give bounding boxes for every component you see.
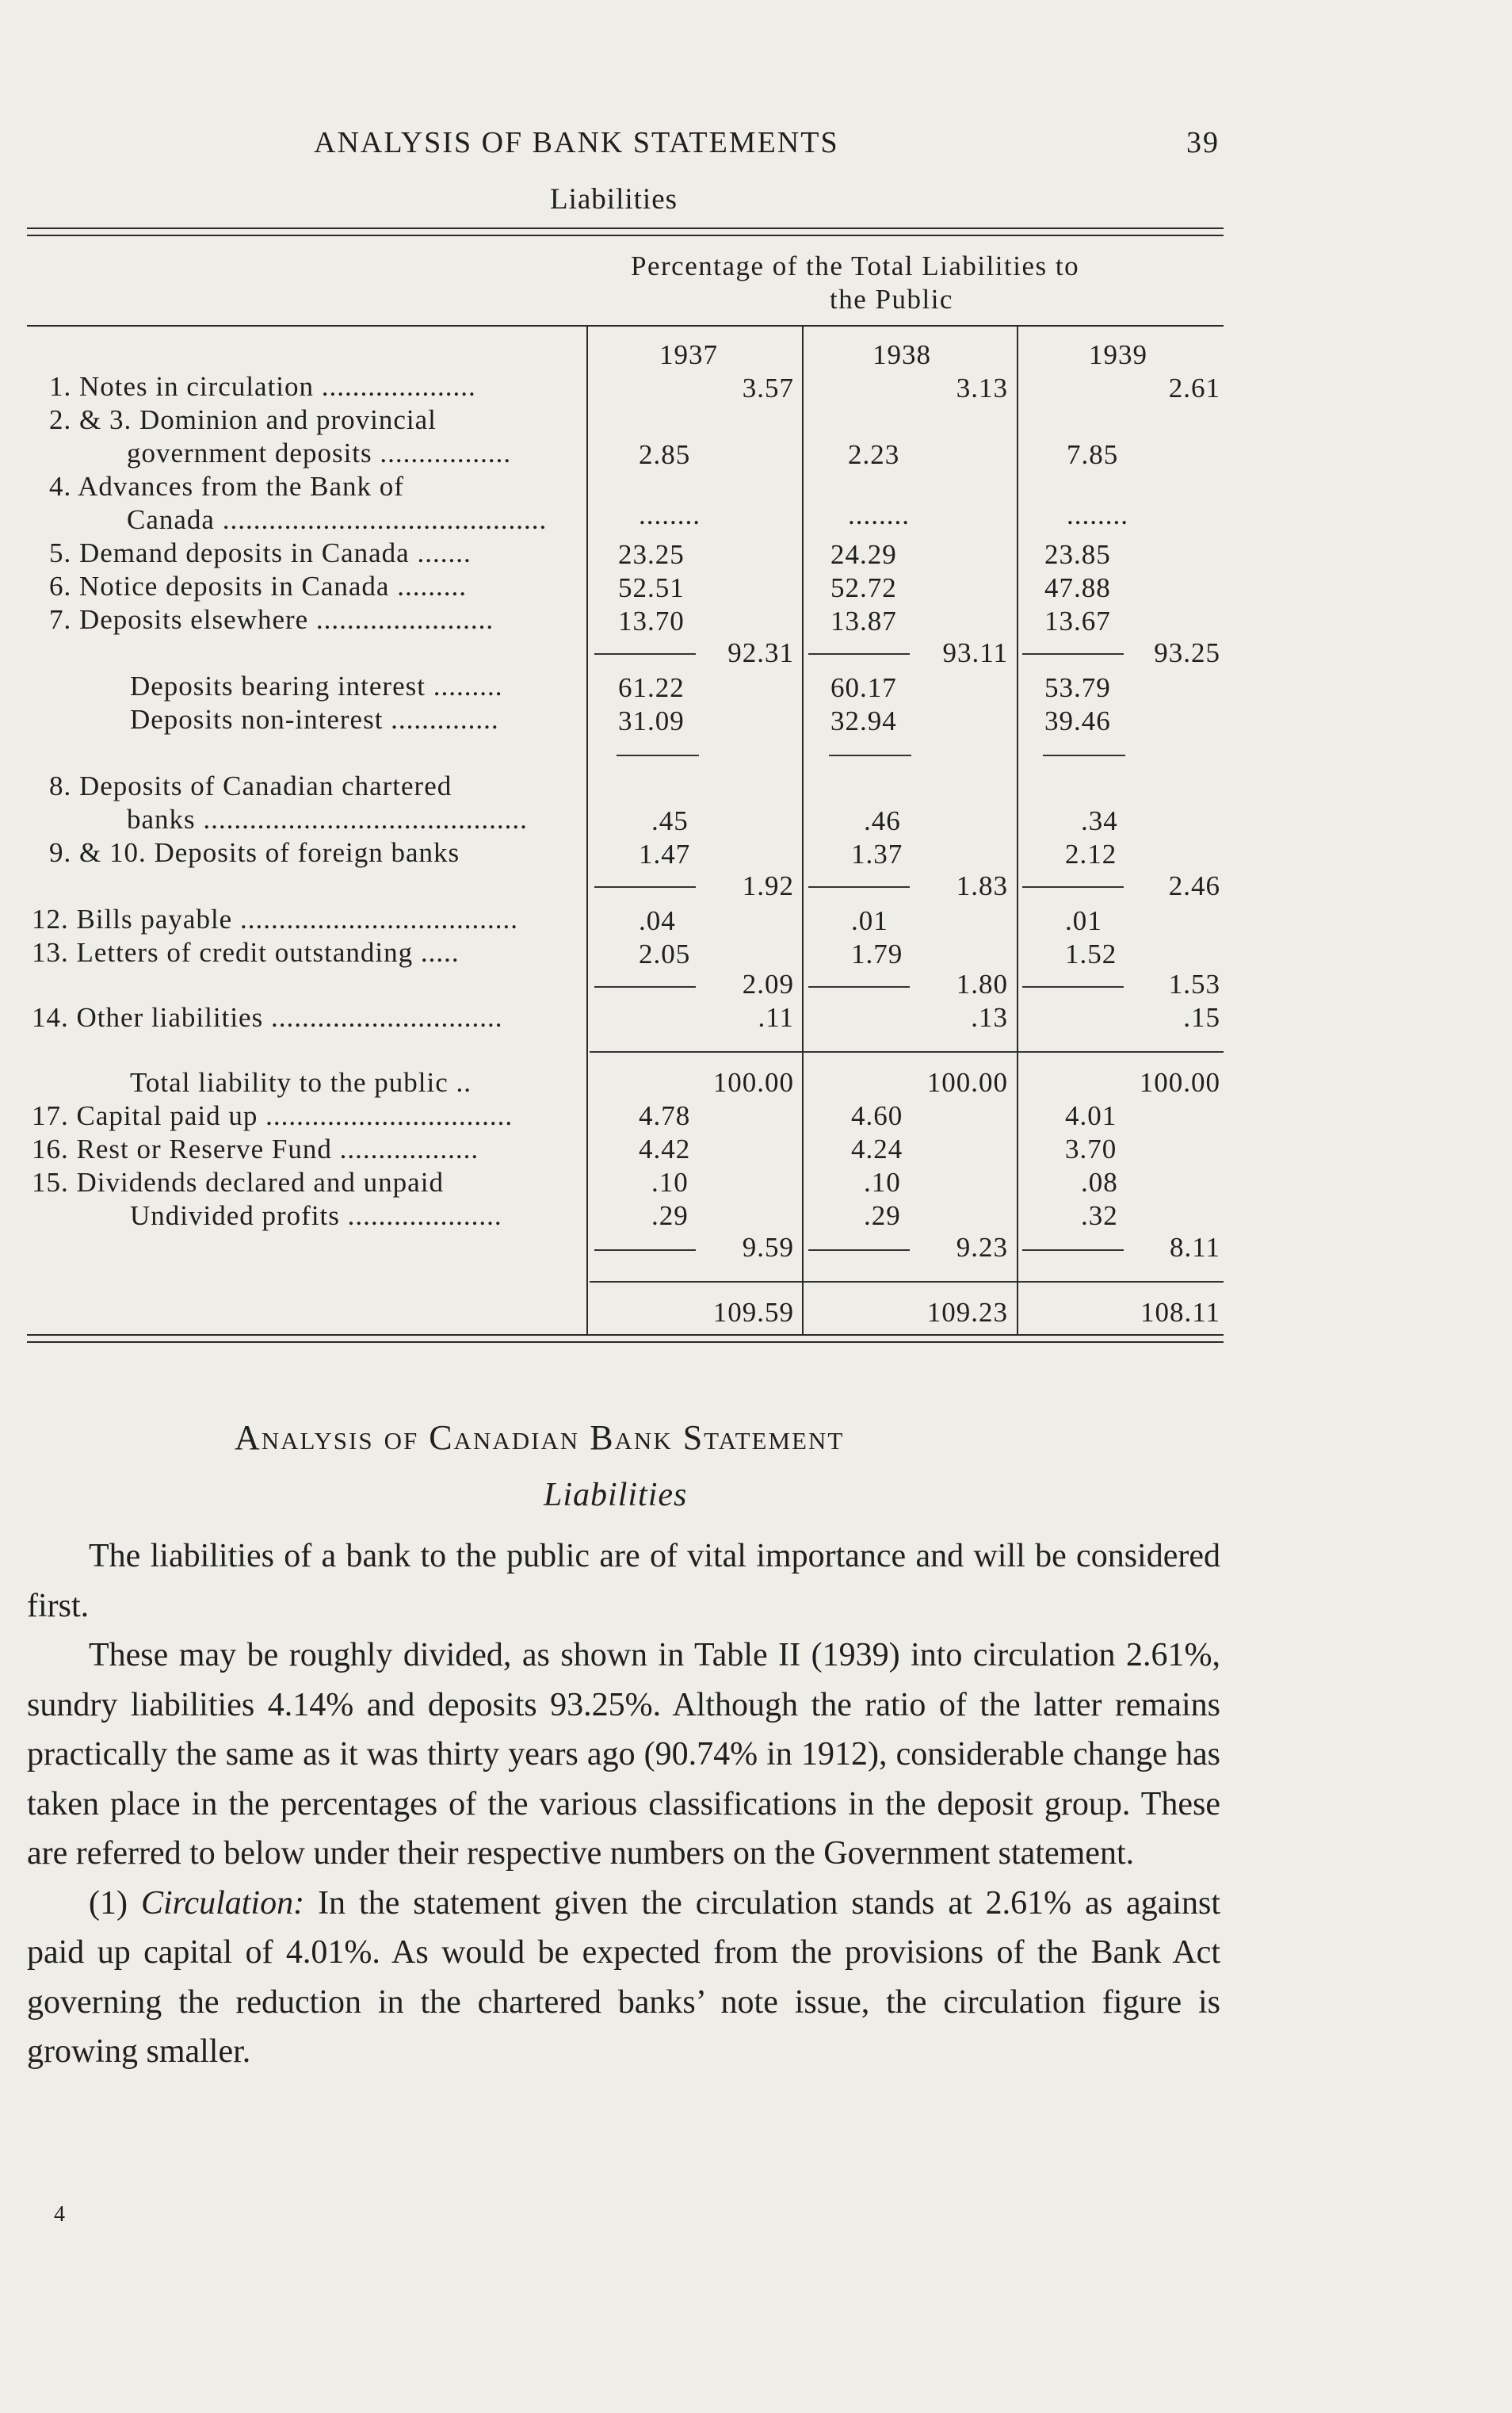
total-rule	[804, 1051, 1017, 1053]
year-1937: 1937	[659, 339, 718, 370]
cell-value: 13.87	[830, 606, 897, 637]
subtotal-rule	[594, 653, 696, 655]
cell-total: .13	[971, 1002, 1008, 1033]
cell-value: 13.67	[1044, 606, 1111, 637]
cell-value: .01	[851, 905, 888, 936]
section-title: Liabilities	[550, 183, 678, 216]
cell-value: .08	[1081, 1167, 1118, 1198]
subtotal-rule	[594, 986, 696, 988]
cell-value: ........	[1067, 499, 1128, 530]
cell-value: .29	[651, 1200, 689, 1231]
cell-total: 8.11	[1170, 1232, 1220, 1263]
paragraph-1: The liabilities of a bank to the public are of vital importance and will be considered first.	[27, 1538, 1220, 1624]
signature-mark: 4	[54, 2202, 65, 2227]
cell-value: 61.22	[618, 672, 685, 703]
cell-value: .10	[864, 1167, 901, 1198]
row-label: 2. & 3. Dominion and provincial	[49, 404, 437, 435]
cell-value: 24.29	[830, 539, 897, 570]
cell-value: 2.85	[639, 439, 691, 470]
row-label: Deposits bearing interest .........	[130, 671, 503, 702]
cell-value: 52.51	[618, 572, 685, 603]
subtotal-rule	[1022, 986, 1124, 988]
table-bottom-rule-2	[27, 1341, 1224, 1343]
cell-value: 13.70	[618, 606, 685, 637]
subtotal-rule	[808, 886, 910, 888]
row-label: 7. Deposits elsewhere .......................	[49, 604, 494, 635]
table-bottom-rule-1	[27, 1334, 1224, 1336]
total-rule	[590, 1281, 802, 1283]
subtotal-rule	[808, 986, 910, 988]
table-top-rule-1	[27, 228, 1224, 229]
column-divider-2	[802, 327, 804, 1334]
total-rule	[590, 1051, 802, 1053]
cell-total: 2.09	[742, 969, 794, 1000]
cell-value: 52.72	[830, 572, 897, 603]
cell-value: 31.09	[618, 706, 685, 736]
cell-value: 4.01	[1065, 1100, 1117, 1131]
cell-value: 2.12	[1065, 839, 1117, 870]
row-label: 5. Demand deposits in Canada .......	[49, 537, 472, 568]
cell-value: 1.52	[1065, 939, 1117, 969]
row-label: 12. Bills payable ....................................	[32, 904, 518, 935]
cell-value: 4.78	[639, 1100, 691, 1131]
cell-value: 32.94	[830, 706, 897, 736]
subtotal-rule	[808, 653, 910, 655]
section-rule	[1043, 755, 1125, 756]
cell-total: 2.61	[1168, 373, 1220, 403]
cell-value: 4.60	[851, 1100, 903, 1131]
row-label: 8. Deposits of Canadian chartered	[49, 771, 452, 801]
article-subheading: Liabilities	[544, 1477, 688, 1513]
cell-grand-total: 109.59	[712, 1297, 794, 1328]
cell-value: 2.05	[639, 939, 691, 969]
row-label: 9. & 10. Deposits of foreign banks	[49, 837, 460, 868]
subtotal-rule	[808, 1249, 910, 1251]
row-label: 16. Rest or Reserve Fund ..................	[32, 1134, 479, 1164]
paragraph-3-term: Circulation:	[140, 1884, 305, 1922]
column-divider-3	[1017, 327, 1018, 1334]
cell-total: 100.00	[712, 1067, 794, 1098]
cell-total: 92.31	[727, 637, 794, 668]
cell-total: 1.83	[956, 870, 1008, 901]
paragraph-3-body: In the statement given the circulation stands at 2.61% as against paid up capital of 4.01%. As would be expected from the provisions of the Bank Act governing the reduction in the chartered banks’ note issue, the circulation figure is growing smaller.	[27, 1884, 1221, 2070]
cell-value: 23.25	[618, 539, 685, 570]
cell-value: 4.24	[851, 1134, 903, 1164]
row-label: 14. Other liabilities ..............................	[32, 1002, 503, 1033]
cell-value: .32	[1081, 1200, 1118, 1231]
cell-value: .29	[864, 1200, 901, 1231]
subtotal-rule	[1022, 1249, 1124, 1251]
cell-value: .10	[651, 1167, 689, 1198]
cell-total: 93.11	[942, 637, 1008, 668]
row-label: 1. Notes in circulation ....................	[49, 371, 476, 402]
subtotal-rule	[1022, 653, 1124, 655]
table-top-rule-2	[27, 235, 1224, 236]
cell-value: 39.46	[1044, 706, 1111, 736]
cell-value: 4.42	[639, 1134, 691, 1164]
total-rule	[1018, 1281, 1224, 1283]
cell-grand-total: 109.23	[926, 1297, 1008, 1328]
cell-total: 1.80	[956, 969, 1008, 1000]
cell-value: 23.85	[1044, 539, 1111, 570]
cell-value: ........	[848, 499, 910, 530]
row-label: Canada ..........................................	[127, 504, 548, 535]
cell-total: 3.13	[956, 373, 1008, 403]
running-title: ANALYSIS OF BANK STATEMENTS	[314, 126, 839, 159]
cell-value: .45	[651, 805, 689, 836]
column-title-line-2: the Public	[830, 284, 953, 315]
cell-value: 47.88	[1044, 572, 1111, 603]
cell-total: 9.23	[956, 1232, 1008, 1263]
cell-total: 3.57	[742, 373, 794, 403]
column-divider-1	[586, 327, 588, 1334]
paragraph-3-lead: (1)	[89, 1884, 128, 1922]
row-label: banks ..........................................	[127, 804, 528, 835]
cell-value: 1.79	[851, 939, 903, 969]
section-rule	[617, 755, 699, 756]
cell-total: 2.46	[1168, 870, 1220, 901]
row-label: 15. Dividends declared and unpaid	[32, 1167, 444, 1198]
cell-value: 2.23	[848, 439, 900, 470]
cell-value: .34	[1081, 805, 1118, 836]
cell-value: .01	[1065, 905, 1102, 936]
row-label: 13. Letters of credit outstanding .....	[32, 937, 460, 968]
cell-total: 1.53	[1168, 969, 1220, 1000]
row-label: government deposits .................	[127, 438, 512, 468]
cell-value: .04	[639, 905, 676, 936]
total-rule	[804, 1281, 1017, 1283]
row-label: 4. Advances from the Bank of	[49, 471, 404, 502]
section-rule	[829, 755, 911, 756]
row-label: Total liability to the public ..	[130, 1067, 472, 1098]
cell-value: .46	[864, 805, 901, 836]
year-1938: 1938	[872, 339, 931, 370]
cell-total: 1.92	[742, 870, 794, 901]
article-heading: Analysis of Canadian Bank Statement	[235, 1418, 845, 1457]
cell-value: 60.17	[830, 672, 897, 703]
page-number: 39	[1186, 126, 1220, 159]
cell-value: 3.70	[1065, 1134, 1117, 1164]
row-label: 17. Capital paid up ................................	[32, 1100, 514, 1131]
cell-total: .11	[758, 1002, 794, 1033]
cell-total: 93.25	[1154, 637, 1220, 668]
cell-total: .15	[1183, 1002, 1220, 1033]
cell-value: 1.47	[639, 839, 691, 870]
column-title-line-1: Percentage of the Total Liabilities to	[631, 250, 1080, 281]
cell-value: 53.79	[1044, 672, 1111, 703]
cell-total: 100.00	[926, 1067, 1008, 1098]
cell-total: 9.59	[742, 1232, 794, 1263]
article-body	[27, 1532, 1220, 2077]
cell-value: ........	[639, 499, 701, 530]
cell-total: 100.00	[1139, 1067, 1220, 1098]
cell-value: 1.37	[851, 839, 903, 870]
paragraph-3	[27, 1879, 1220, 2077]
cell-grand-total: 108.11	[1140, 1297, 1220, 1328]
row-label: 6. Notice deposits in Canada .........	[49, 571, 467, 602]
row-label: Deposits non-interest ..............	[130, 704, 499, 735]
subtotal-rule	[1022, 886, 1124, 888]
total-rule	[1018, 1051, 1224, 1053]
subtotal-rule	[594, 886, 696, 888]
cell-value: 7.85	[1067, 439, 1119, 470]
row-label: Undivided profits ....................	[130, 1200, 502, 1231]
year-1939: 1939	[1089, 339, 1147, 370]
column-header-rule	[27, 325, 1224, 327]
paragraph-2: These may be roughly divided, as shown in Table II (1939) into circulation 2.61%, sundry liabilities 4.14% and deposits 93.25%. Although the ratio of the latter remains practically the same as it was thirty years ago (90.74% in 1912), considerable change has taken place in the percentages of the various classifications in the deposit group. These are referred to below under their respective numbers on the Government statement.	[27, 1637, 1220, 1872]
subtotal-rule	[594, 1249, 696, 1251]
